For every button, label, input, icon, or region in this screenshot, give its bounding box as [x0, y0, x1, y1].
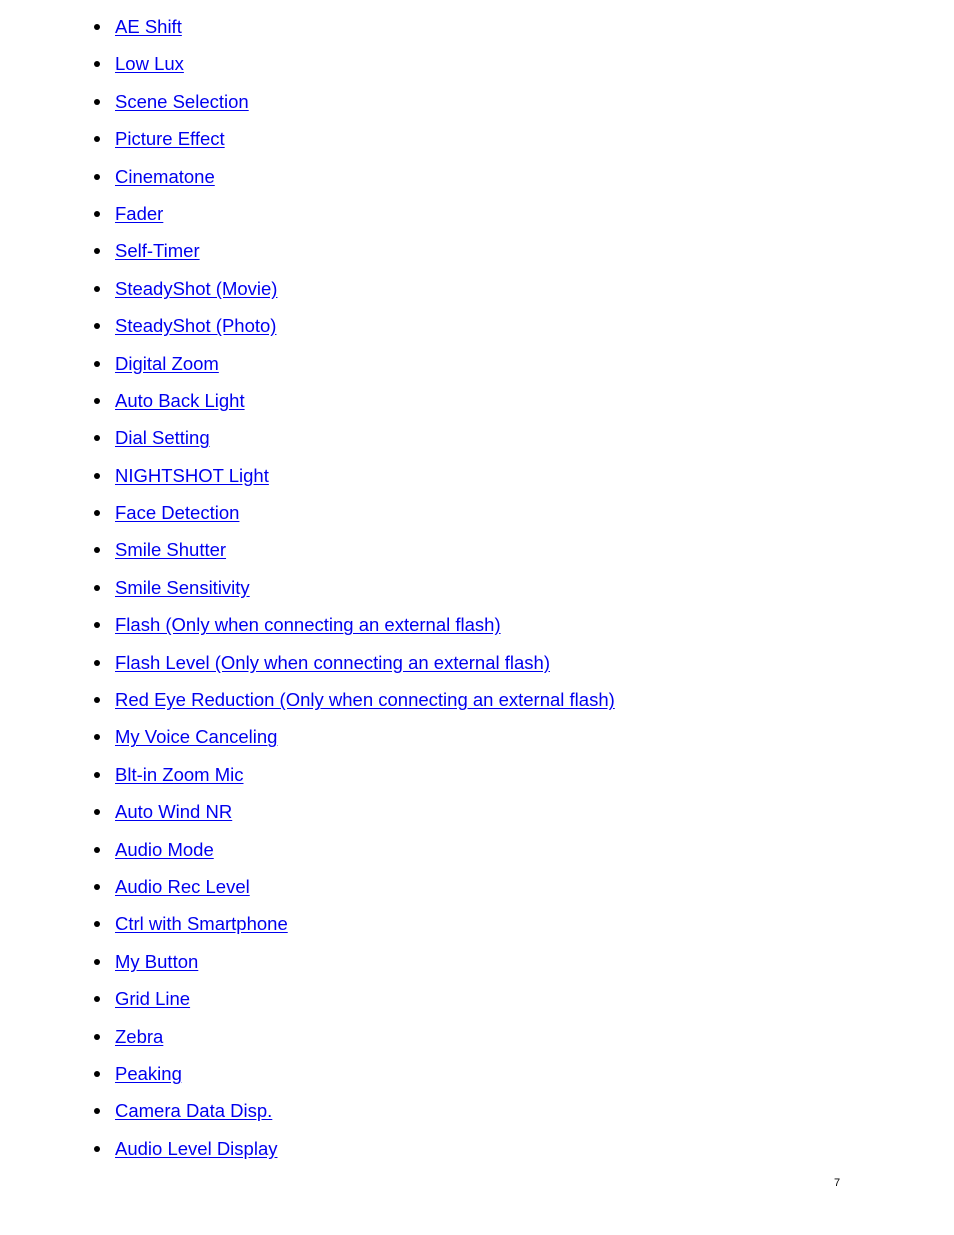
link-smile-sensitivity[interactable]: Smile Sensitivity: [115, 576, 250, 598]
list-item: [0, 1130, 615, 1167]
link-picture-effect[interactable]: Picture Effect: [115, 128, 225, 150]
list-item: [0, 494, 615, 531]
list-item: [0, 419, 615, 456]
link-fader[interactable]: Fader: [115, 202, 164, 224]
list-item: [0, 345, 615, 382]
bullet-icon: [94, 398, 100, 404]
link-auto-back-light[interactable]: Auto Back Light: [115, 389, 245, 411]
bullet-icon: [94, 435, 100, 441]
list-item: [0, 569, 615, 606]
link-face-detection[interactable]: Face Detection: [115, 502, 240, 524]
link-steadyshot-photo[interactable]: SteadyShot (Photo): [115, 315, 277, 337]
list-item: [0, 606, 615, 643]
link-audio-rec-level[interactable]: Audio Rec Level: [115, 875, 250, 897]
settings-link-list: [0, 8, 615, 1167]
list-item: [0, 793, 615, 830]
link-my-voice-canceling[interactable]: My Voice Canceling: [115, 726, 278, 748]
link-red-eye-reduction[interactable]: Red Eye Reduction (Only when connecting an external flash): [115, 689, 615, 711]
list-item: [0, 8, 615, 45]
list-item: [0, 831, 615, 868]
bullet-icon: [94, 847, 100, 853]
bullet-icon: [94, 248, 100, 254]
link-camera-data-disp[interactable]: Camera Data Disp.: [115, 1100, 273, 1122]
link-ae-shift[interactable]: AE Shift: [115, 16, 182, 37]
bullet-icon: [94, 510, 100, 516]
link-smile-shutter[interactable]: Smile Shutter: [115, 539, 227, 561]
list-item: [0, 307, 615, 344]
bullet-icon: [94, 1146, 100, 1152]
list-item: [0, 120, 615, 157]
link-flash[interactable]: Flash (Only when connecting an external flash): [115, 614, 501, 636]
list-item: [0, 158, 615, 195]
bullet-icon: [94, 884, 100, 890]
bullet-icon: [94, 174, 100, 180]
link-scene-selection[interactable]: Scene Selection: [115, 90, 249, 112]
bullet-icon: [94, 697, 100, 703]
bullet-icon: [94, 473, 100, 479]
link-cinematone[interactable]: Cinematone: [115, 165, 215, 187]
bullet-icon: [94, 622, 100, 628]
bullet-icon: [94, 921, 100, 927]
list-item: [0, 756, 615, 793]
link-nightshot-light[interactable]: NIGHTSHOT Light: [115, 464, 269, 486]
bullet-icon: [94, 1034, 100, 1040]
link-ctrl-with-smartphone[interactable]: Ctrl with Smartphone: [115, 913, 288, 935]
bullet-icon: [94, 24, 100, 30]
list-item: [0, 681, 615, 718]
link-low-lux[interactable]: Low Lux: [115, 53, 184, 75]
list-item: [0, 382, 615, 419]
list-item: [0, 195, 615, 232]
link-grid-line[interactable]: Grid Line: [115, 988, 191, 1010]
bullet-icon: [94, 959, 100, 965]
list-item: [0, 1018, 615, 1055]
list-item: [0, 718, 615, 755]
bullet-icon: [94, 1108, 100, 1114]
bullet-icon: [94, 996, 100, 1002]
bullet-icon: [94, 99, 100, 105]
link-peaking[interactable]: Peaking: [115, 1062, 182, 1084]
link-blt-in-zoom-mic[interactable]: Blt-in Zoom Mic: [115, 763, 244, 785]
list-item: [0, 980, 615, 1017]
list-item: [0, 644, 615, 681]
link-self-timer[interactable]: Self-Timer: [115, 240, 200, 262]
list-item: [0, 1055, 615, 1092]
list-item: [0, 232, 615, 269]
link-steadyshot-movie[interactable]: SteadyShot (Movie): [115, 277, 278, 299]
bullet-icon: [94, 361, 100, 367]
bullet-icon: [94, 547, 100, 553]
link-zebra[interactable]: Zebra: [115, 1025, 164, 1047]
link-my-button[interactable]: My Button: [115, 950, 199, 972]
list-item: [0, 868, 615, 905]
list-item: [0, 457, 615, 494]
link-dial-setting[interactable]: Dial Setting: [115, 427, 210, 449]
list-item: [0, 943, 615, 980]
link-audio-mode[interactable]: Audio Mode: [115, 838, 214, 860]
bullet-icon: [94, 585, 100, 591]
link-audio-level-display[interactable]: Audio Level Display: [115, 1137, 278, 1159]
list-item: [0, 531, 615, 568]
bullet-icon: [94, 660, 100, 666]
bullet-icon: [94, 61, 100, 67]
page-number: 7: [834, 1177, 841, 1189]
bullet-icon: [94, 136, 100, 142]
bullet-icon: [94, 286, 100, 292]
list-item: [0, 270, 615, 307]
list-item: [0, 1092, 615, 1129]
link-auto-wind-nr[interactable]: Auto Wind NR: [115, 801, 233, 823]
bullet-icon: [94, 323, 100, 329]
link-digital-zoom[interactable]: Digital Zoom: [115, 352, 219, 374]
link-flash-level[interactable]: Flash Level (Only when connecting an external flash): [115, 651, 550, 673]
bullet-icon: [94, 211, 100, 217]
list-item: [0, 45, 615, 82]
bullet-icon: [94, 772, 100, 778]
bullet-icon: [94, 1071, 100, 1077]
list-item: [0, 905, 615, 942]
bullet-icon: [94, 734, 100, 740]
bullet-icon: [94, 809, 100, 815]
list-item: [0, 83, 615, 120]
